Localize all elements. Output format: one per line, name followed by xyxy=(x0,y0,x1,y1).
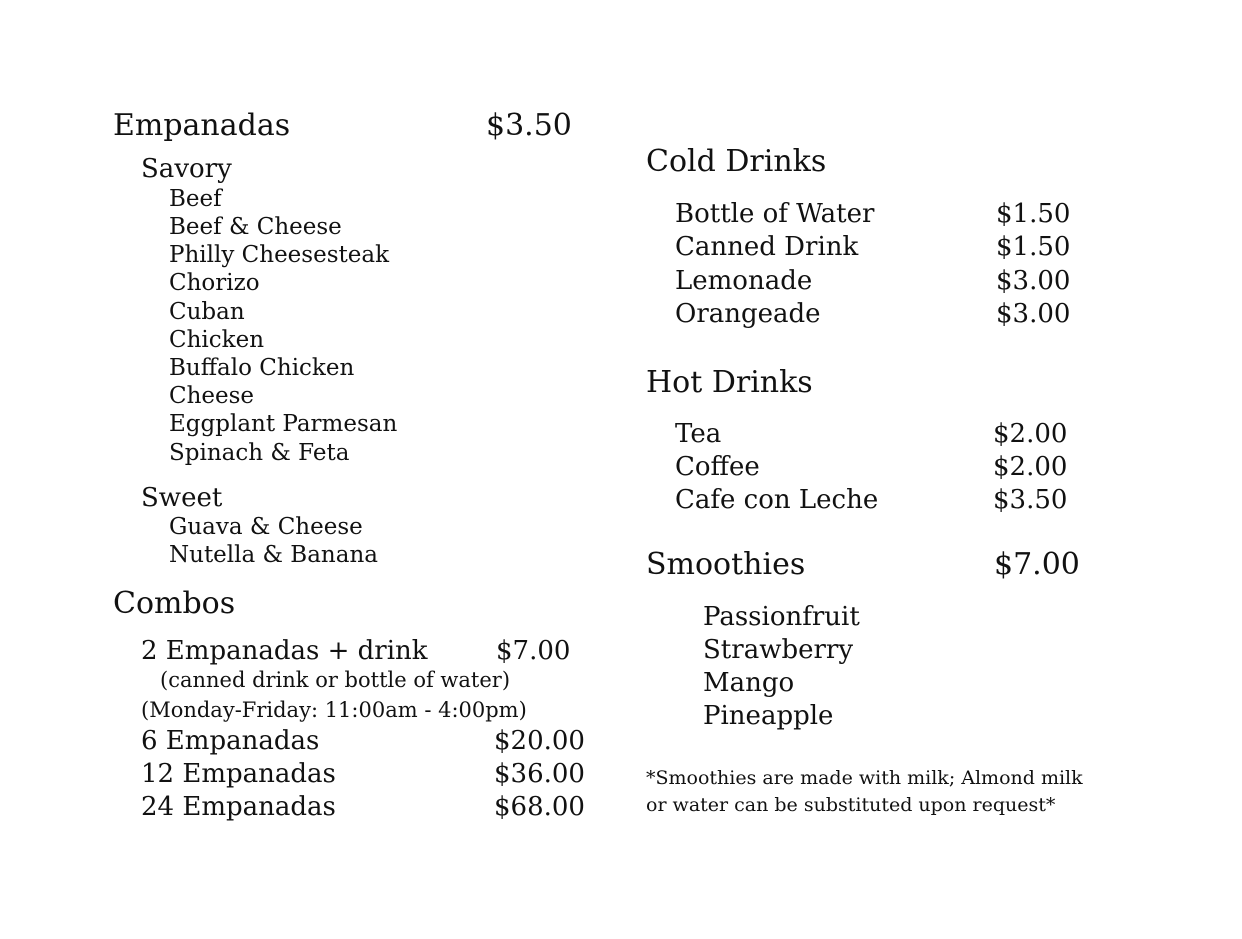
drink-price: $2.00 xyxy=(993,419,1068,449)
drink-label: Cafe con Leche xyxy=(675,485,879,515)
list-item: Philly Cheesesteak xyxy=(169,242,390,268)
savory-heading: Savory xyxy=(141,154,232,184)
combo-drink-label: 2 Empanadas + drink xyxy=(141,636,428,666)
smoothies-footnote-line2: or water can be substituted upon request* xyxy=(646,794,1056,816)
combo-price: $36.00 xyxy=(494,759,585,789)
combo-label: 12 Empanadas xyxy=(141,759,336,789)
list-item: Pineapple xyxy=(703,701,834,731)
combos-heading: Combos xyxy=(113,586,236,621)
empanadas-price: $3.50 xyxy=(486,108,572,143)
drink-price: $2.00 xyxy=(993,452,1068,482)
list-item: Cheese xyxy=(169,383,255,409)
drink-label: Orangeade xyxy=(675,299,821,329)
hot-drinks-heading: Hot Drinks xyxy=(646,365,813,400)
drink-label: Tea xyxy=(675,419,722,449)
cold-drinks-heading: Cold Drinks xyxy=(646,144,827,179)
sweet-heading: Sweet xyxy=(141,483,223,513)
combo-price: $68.00 xyxy=(494,792,585,822)
drink-label: Bottle of Water xyxy=(675,199,875,229)
combo-label: 6 Empanadas xyxy=(141,726,320,756)
list-item: Eggplant Parmesan xyxy=(169,411,398,437)
drink-price: $1.50 xyxy=(996,232,1071,262)
smoothies-price: $7.00 xyxy=(994,547,1080,582)
drink-price: $3.00 xyxy=(996,299,1071,329)
smoothies-heading: Smoothies xyxy=(646,547,806,582)
empanadas-heading: Empanadas xyxy=(113,108,291,143)
list-item: Passionfruit xyxy=(703,602,860,632)
drink-price: $1.50 xyxy=(996,199,1071,229)
combo-label: 24 Empanadas xyxy=(141,792,336,822)
drink-price: $3.00 xyxy=(996,266,1071,296)
smoothies-footnote-line1: *Smoothies are made with milk; Almond milk xyxy=(646,767,1083,789)
combo-drink-note: (canned drink or bottle of water) xyxy=(160,668,511,692)
drink-label: Coffee xyxy=(675,452,760,482)
list-item: Guava & Cheese xyxy=(169,514,363,540)
drink-label: Lemonade xyxy=(675,266,813,296)
list-item: Chorizo xyxy=(169,270,260,296)
list-item: Buffalo Chicken xyxy=(169,355,355,381)
drink-label: Canned Drink xyxy=(675,232,859,262)
list-item: Chicken xyxy=(169,327,265,353)
combo-price: $20.00 xyxy=(494,726,585,756)
list-item: Cuban xyxy=(169,299,245,325)
list-item: Spinach & Feta xyxy=(169,440,350,466)
list-item: Beef xyxy=(169,186,222,212)
list-item: Mango xyxy=(703,668,795,698)
list-item: Nutella & Banana xyxy=(169,542,378,568)
combo-drink-price: $7.00 xyxy=(496,636,571,666)
list-item: Beef & Cheese xyxy=(169,214,342,240)
combo-hours-note: (Monday-Friday: 11:00am - 4:00pm) xyxy=(141,698,527,722)
drink-price: $3.50 xyxy=(993,485,1068,515)
list-item: Strawberry xyxy=(703,635,854,665)
